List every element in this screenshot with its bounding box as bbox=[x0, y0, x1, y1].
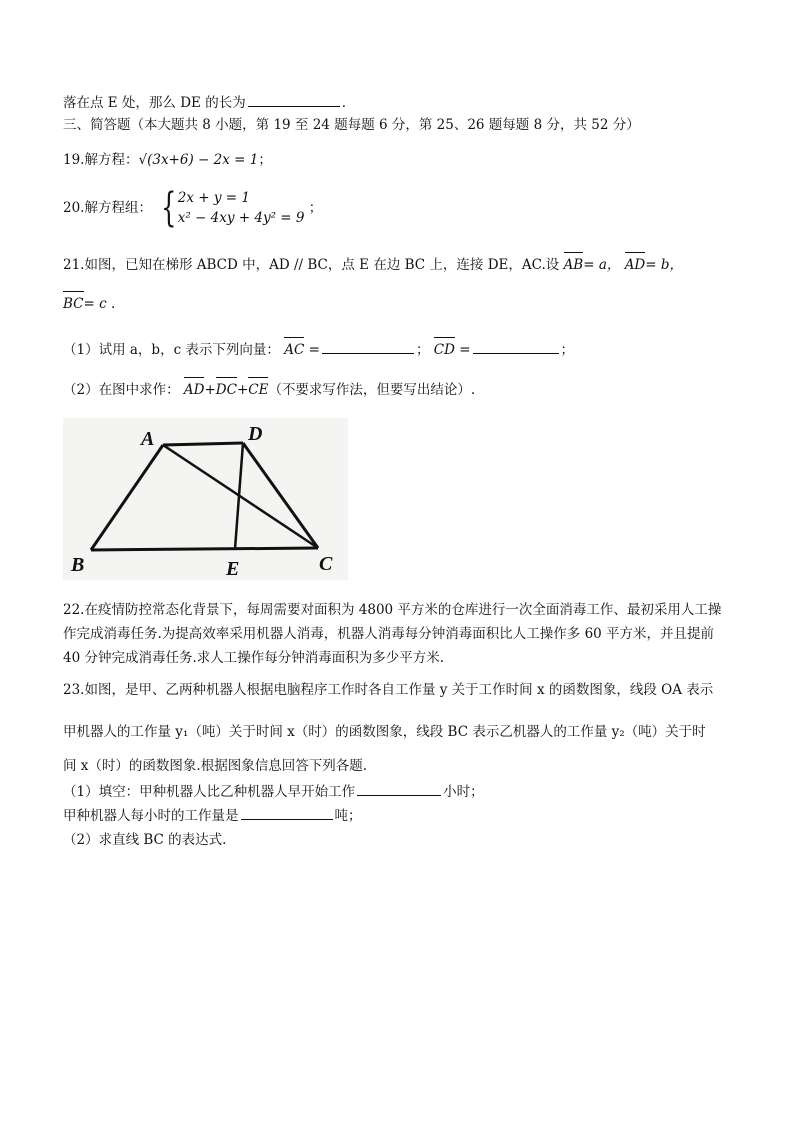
segment-bc bbox=[91, 548, 318, 550]
text: 19.解方程： bbox=[63, 152, 139, 168]
text: + bbox=[204, 382, 216, 398]
text: （1）试用 a，b，c 表示下列向量： bbox=[63, 342, 280, 358]
label-a: A bbox=[141, 428, 155, 450]
text: ； bbox=[308, 200, 323, 216]
vector-cd: CD bbox=[433, 342, 455, 358]
label-d: D bbox=[248, 423, 263, 445]
vector-ac: AC bbox=[284, 342, 305, 358]
figure-background bbox=[63, 418, 348, 580]
vector-ad: AD bbox=[183, 382, 205, 398]
text: 吨； bbox=[334, 808, 362, 824]
question-23-line2: 甲机器人的工作量 y₁（吨）关于时间 x（时）的函数图象，线段 BC 表示乙机器人的工作量 y₂（吨）关于时 bbox=[63, 724, 706, 740]
answer-blank[interactable] bbox=[241, 805, 333, 820]
equation-1: 2x + y = 1 bbox=[177, 190, 250, 206]
text: . bbox=[341, 95, 346, 111]
question-22-line2: 作完成消毒任务.为提高效率采用机器人消毒，机器人消毒每分钟消毒面积比人工操作多 60 平方米，并且提前 bbox=[63, 626, 715, 642]
text: = bbox=[308, 342, 320, 358]
text: = a， bbox=[583, 257, 621, 273]
text: （1）填空：甲种机器人比乙种机器人早开始工作 bbox=[63, 784, 356, 800]
text: （2）在图中求作： bbox=[63, 382, 180, 398]
equation-system bbox=[156, 185, 305, 231]
question-23-part1b bbox=[63, 805, 362, 826]
question-22-line1: 22.在疫情防控常态化背景下，每周需要对面积为 4800 平方米的仓库进行一次全面消毒工作、最初采用人工操 bbox=[63, 602, 722, 618]
label-c: C bbox=[319, 553, 333, 575]
question-23-part1 bbox=[63, 781, 484, 802]
text: = c . bbox=[83, 296, 116, 312]
line-q18-end bbox=[63, 92, 346, 113]
text: 小时； bbox=[443, 784, 484, 800]
text: 21.如图，已知在梯形 ABCD 中，AD // BC，点 E 在边 BC 上，连接 DE，AC.设 bbox=[63, 257, 560, 273]
text: （不要求写作法，但要写出结论）. bbox=[268, 382, 476, 398]
trapezoid-figure bbox=[63, 418, 348, 580]
equation-2: x² − 4xy + 4y² = 9 bbox=[177, 210, 305, 226]
brace: { bbox=[161, 185, 177, 231]
text: 甲种机器人每小时的工作量是 bbox=[63, 808, 239, 824]
vector-ce: CE bbox=[248, 382, 269, 398]
question-21 bbox=[63, 255, 683, 275]
question-21-part1 bbox=[63, 339, 574, 360]
equation: √(3x+6) − 2x = 1 bbox=[138, 152, 259, 168]
text: ； bbox=[415, 342, 430, 358]
question-23-part2: （2）求直线 BC 的表达式. bbox=[63, 832, 227, 848]
vector-dc: DC bbox=[215, 382, 237, 398]
label-e: E bbox=[226, 558, 240, 580]
label-b: B bbox=[71, 554, 85, 576]
text: = bbox=[459, 342, 471, 358]
section-heading: 三、简答题（本大题共 8 小题，第 19 至 24 题每题 6 分，第 25、26 题每题 8 分，共 52 分） bbox=[63, 117, 640, 133]
vector-ab: AB bbox=[563, 257, 584, 273]
text: 落在点 E 处，那么 DE 的长为 bbox=[63, 95, 246, 111]
segment-ad bbox=[163, 443, 243, 445]
question-22-line3: 40 分钟完成消毒任务.求人工操作每分钟消毒面积为多少平方米. bbox=[63, 650, 445, 666]
question-23-line1: 23.如图，是甲、乙两种机器人根据电脑程序工作时各自工作量 y 关于工作时间 x 的函数图象，线段 OA 表示 bbox=[63, 682, 714, 698]
answer-blank[interactable] bbox=[322, 339, 414, 354]
question-20 bbox=[63, 185, 323, 231]
question-21-part2 bbox=[63, 380, 475, 400]
answer-blank[interactable] bbox=[473, 339, 559, 354]
answer-blank[interactable] bbox=[248, 92, 340, 107]
text: + bbox=[236, 382, 249, 398]
text: 20.解方程组： bbox=[63, 200, 152, 216]
question-19 bbox=[63, 150, 272, 170]
vector-ad: AD bbox=[624, 257, 646, 273]
question-21-cont bbox=[63, 294, 115, 314]
text: = b， bbox=[645, 257, 684, 273]
answer-blank[interactable] bbox=[357, 781, 441, 796]
text: ； bbox=[258, 152, 272, 168]
vector-bc: BC bbox=[63, 296, 84, 312]
text: ； bbox=[560, 342, 574, 358]
question-23-line3: 间 x（时）的函数图象.根据图象信息回答下列各题. bbox=[63, 758, 367, 774]
